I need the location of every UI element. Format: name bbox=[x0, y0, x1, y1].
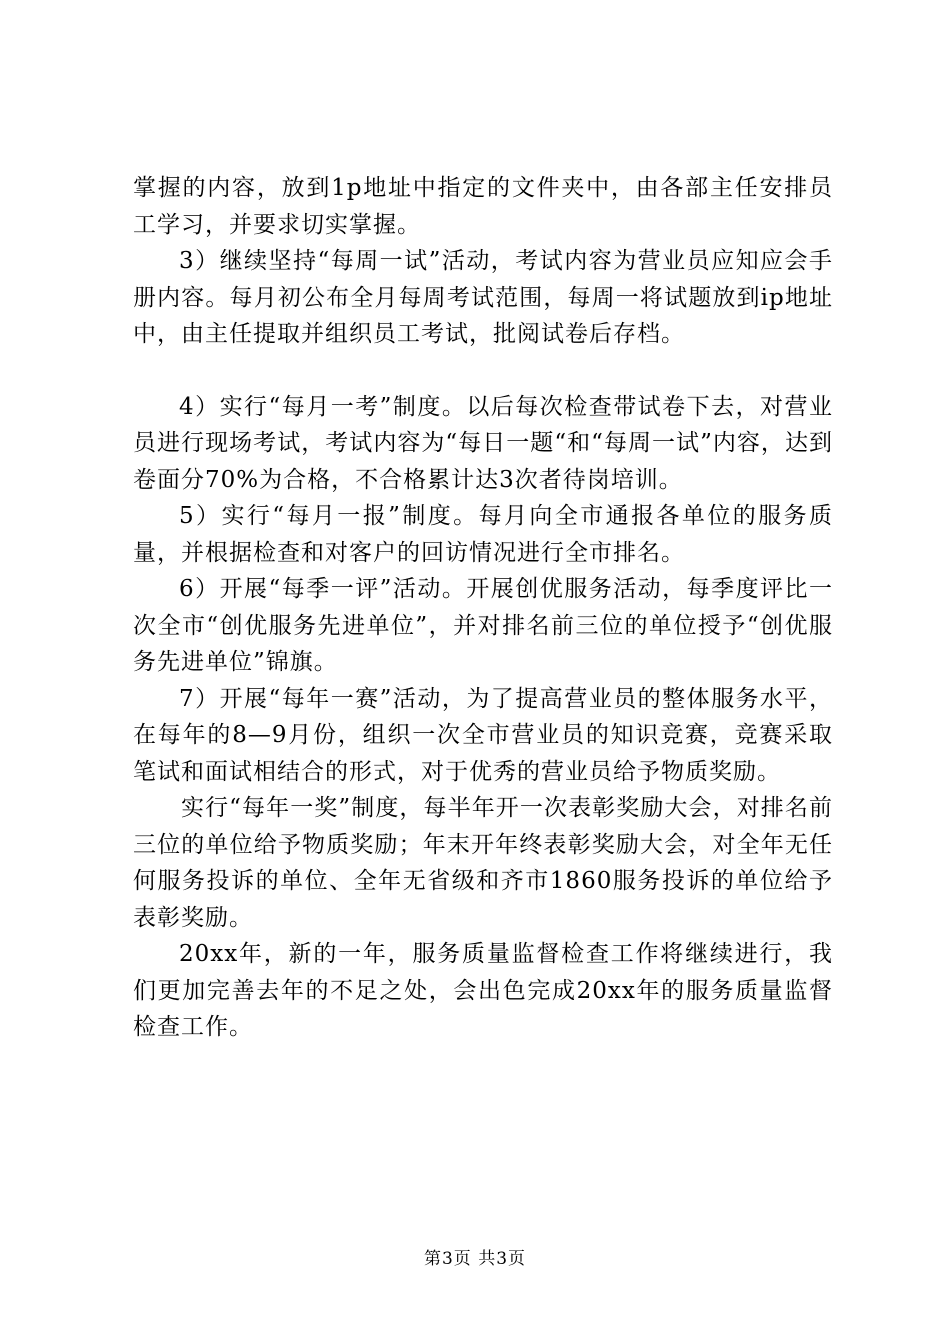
paragraph-item-3: 3）继续坚持“每周一试”活动，考试内容为营业员应知应会手册内容。每月初公布全月每周考试范围，每周一将试题放到ip地址中，由主任提取并组织员工考试，批阅试卷后存档。 bbox=[133, 248, 833, 347]
paragraph-item-5: 5）实行“每月一报”制度。每月向全市通报各单位的服务质量，并根据检查和对客户的回访情况进行全市排名。 bbox=[133, 503, 833, 566]
paragraph-continuation: 掌握的内容，放到1p地址中指定的文件夹中，由各部主任安排员工学习，并要求切实掌握。 bbox=[133, 175, 833, 238]
paragraph-item-7: 7）开展“每年一赛”活动，为了提高营业员的整体服务水平，在每年的8—9月份，组织一次全市营业员的知识竞赛，竞赛采取笔试和面试相结合的形式，对于优秀的营业员给予物质奖励。 bbox=[133, 685, 833, 785]
paragraph-item-4: 4）实行“每月一考”制度。以后每次检查带试卷下去，对营业员进行现场考试，考试内容为“每日一题“和“每周一试”内容，达到卷面分70%为合格，不合格累计达3次者待岗培训。 bbox=[133, 393, 833, 493]
page-footer: 第3页 共3页 bbox=[423, 1249, 527, 1269]
paragraph-conclusion: 20xx年，新的一年，服务质量监督检查工作将继续进行，我们更加完善去年的不足之处，会出色完成20xx年的服务质量监督检查工作。 bbox=[133, 941, 833, 1040]
document-body bbox=[133, 170, 833, 1046]
paragraph-annual-award: 实行“每年一奖”制度，每半年开一次表彰奖励大会，对排名前三位的单位给予物质奖励；年末开年终表彰奖励大会，对全年无任何服务投诉的单位、全年无省级和齐市1860服务投诉的单位给予表彰奖励。 bbox=[133, 795, 833, 931]
paragraph-item-6: 6）开展“每季一评”活动。开展创优服务活动，每季度评比一次全市“创优服务先进单位”，并对排名前三位的单位授予“创优服务先进单位”锦旗。 bbox=[133, 576, 833, 675]
